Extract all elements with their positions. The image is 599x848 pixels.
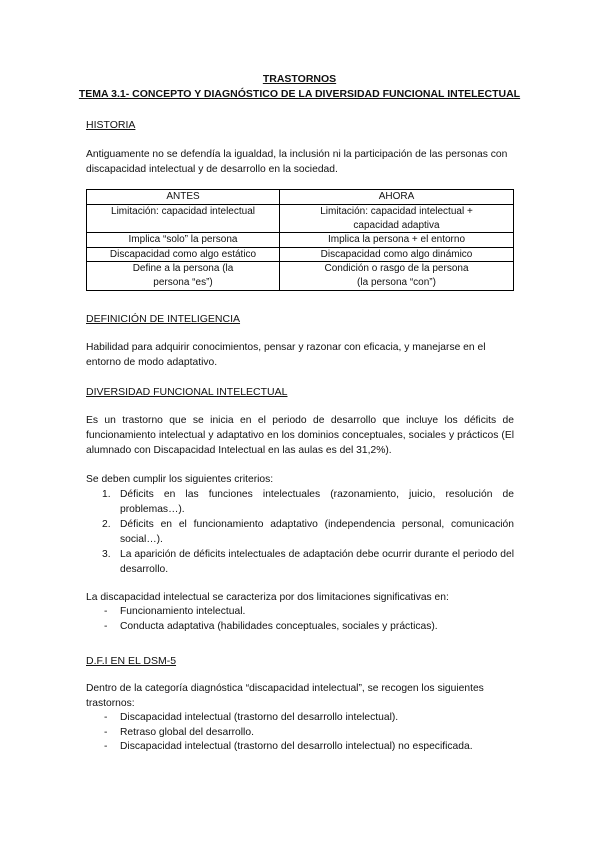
list-number: 1. (102, 489, 111, 500)
list-dash: - (104, 606, 108, 617)
comparison-table (86, 189, 514, 291)
list-item (86, 620, 514, 635)
table-cell: Limitación: capacidad intelectual + capacidad adaptiva (280, 205, 514, 233)
table-row (87, 233, 514, 248)
list-item (86, 605, 514, 620)
heading-dsm: D.F.I EN EL DSM-5 (86, 655, 177, 667)
dsm-list (86, 711, 514, 755)
page-subtitle: TEMA 3.1- CONCEPTO Y DIAGNÓSTICO DE LA DIVERSIDAD FUNCIONAL INTELECTUAL (78, 88, 521, 100)
heading-historia: HISTORIA (86, 119, 136, 131)
list-dash: - (104, 620, 108, 632)
paragraph-inteligencia: Habilidad para adquirir conocimientos, pensar y razonar con eficacia, y manejarse en el entorno de modo adaptativo. (86, 342, 486, 368)
list-dash: - (104, 712, 108, 723)
table-cell: Limitación: capacidad intelectual (87, 205, 280, 233)
paragraph-historia: Antiguamente no se defendía la igualdad, la inclusión ni la participación de las personas con discapacidad intelectual y de desarrollo en la sociedad. (86, 149, 508, 175)
list-item-text: Discapacidad intelectual (trastorno del desarrollo intelectual) no especificada. (120, 741, 473, 752)
list-item-text: La aparición de déficits intelectuales de adaptación debe ocurrir durante el periodo del desarrollo. (120, 549, 514, 575)
list-item-text: Déficits en el funcionamiento adaptativo (independencia personal, comunicación social…). (120, 519, 514, 545)
table-cell: Discapacidad como algo dinámico (280, 247, 514, 262)
dsm-intro: Dentro de la categoría diagnóstica “discapacidad intelectual”, se recogen los siguientes trastornos: (86, 683, 484, 709)
heading-inteligencia: DEFINICIÓN DE INTELIGENCIA (86, 313, 241, 325)
list-item (86, 517, 514, 547)
list-item (86, 726, 514, 741)
heading-diversidad: DIVERSIDAD FUNCIONAL INTELECTUAL (86, 386, 288, 398)
table-cell: Implica “solo” la persona (87, 233, 280, 248)
table-header-antes: ANTES (87, 190, 280, 205)
table-cell: Discapacidad como algo estático (87, 247, 280, 262)
limits-list (86, 605, 514, 634)
table-cell: Define a la persona (la persona “es”) (87, 262, 280, 290)
list-item (86, 740, 514, 755)
table-row (87, 247, 514, 262)
list-item-text: Retraso global del desarrollo. (120, 726, 254, 738)
list-number: 3. (102, 549, 111, 560)
table-row (87, 205, 514, 233)
paragraph-diversidad: Es un trastorno que se inicia en el periodo de desarrollo que incluye los déficits de funcionamiento intelectual y adaptativo en los dominios conceptuales, sociales y prácticos (El alumnado con Discapacidad Intelectual en las aulas es del 31,2%). (86, 415, 514, 456)
list-item-text: Funcionamiento intelectual. (120, 606, 246, 617)
list-item-text: Discapacidad intelectual (trastorno del desarrollo intelectual). (120, 712, 399, 723)
list-item (86, 487, 514, 517)
list-dash: - (104, 741, 108, 752)
page-title: TRASTORNOS (262, 73, 337, 85)
list-item (86, 711, 514, 726)
table-cell: Condición o rasgo de la persona (la persona “con”) (280, 262, 514, 290)
list-number: 2. (102, 519, 111, 530)
list-item-text: Déficits en las funciones intelectuales (razonamiento, juicio, resolución de problemas…). (120, 489, 514, 515)
table-cell: Implica la persona + el entorno (280, 233, 514, 248)
limits-intro: La discapacidad intelectual se caracteriza por dos limitaciones significativas en: (86, 592, 449, 603)
list-item-text: Conducta adaptativa (habilidades conceptuales, sociales y prácticas). (120, 620, 438, 632)
criteria-list (86, 487, 514, 577)
list-dash: - (104, 726, 108, 738)
criteria-intro: Se deben cumplir los siguientes criterios: (86, 474, 274, 485)
list-item (86, 547, 514, 577)
table-row (87, 262, 514, 290)
table-header-ahora: AHORA (280, 190, 514, 205)
table-header-row (87, 190, 514, 205)
